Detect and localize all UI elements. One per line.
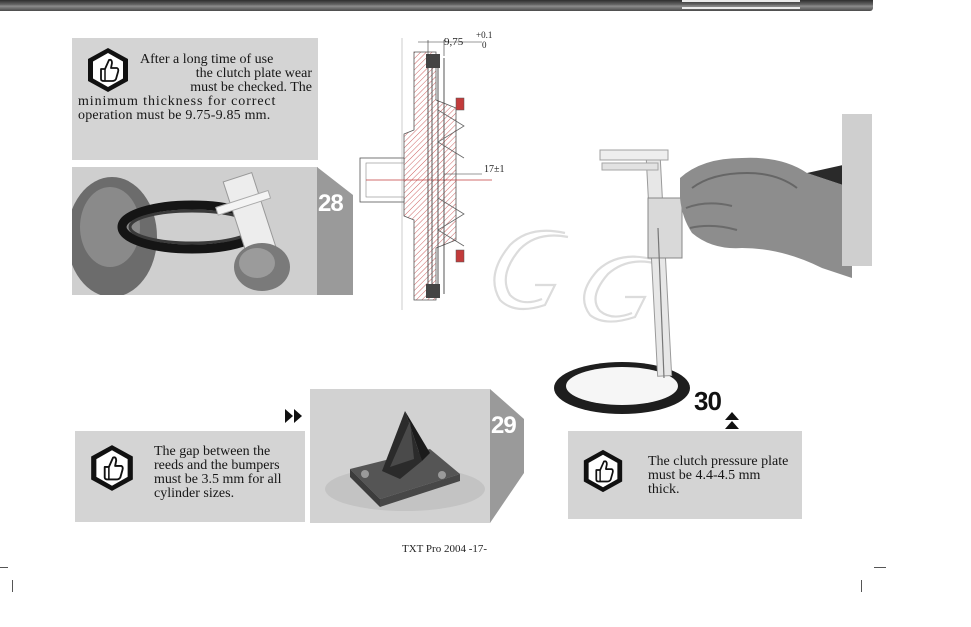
- figure-28-badge: [317, 167, 353, 295]
- note-clutch-wear-line-3: must be checked. The: [190, 80, 312, 95]
- note-clutch-wear-line-2: the clutch plate wear: [195, 66, 312, 81]
- figure-28-number: 28: [318, 190, 343, 217]
- note-pressure-plate-line-2: must be 4.4-4.5 mm: [648, 468, 761, 483]
- photo-reed-valve: [310, 389, 490, 523]
- header-logo-mark: [682, 0, 800, 9]
- note-clutch-wear-line-5: operation must be 9.75-9.85 mm.: [78, 108, 271, 123]
- note-clutch-wear: [72, 38, 318, 160]
- note-reeds-gap: [75, 431, 305, 522]
- double-arrow-up-icon: [725, 412, 739, 430]
- figure-30-number: 30: [694, 386, 721, 416]
- note-reeds-gap-line-1: The gap between the: [154, 444, 271, 459]
- note-clutch-wear-line-4: minimum thickness for correct: [78, 94, 277, 109]
- dimension-tolerance-lower: 0: [482, 40, 487, 50]
- note-reeds-gap-line-4: cylinder sizes.: [154, 486, 235, 501]
- figure-29-number: 29: [491, 412, 516, 439]
- note-pressure-plate-line-3: thick.: [648, 482, 680, 497]
- crop-mark: [874, 567, 886, 568]
- dimension-main-label: [444, 36, 463, 48]
- dimension-main-value: 9,75: [444, 36, 464, 48]
- note-reeds-gap-line-3: must be 3.5 mm for all: [154, 472, 282, 487]
- page-footer-label: TXT Pro 2004 -17-: [402, 543, 488, 555]
- thumbs-up-hex-icon: [87, 443, 137, 493]
- thumbs-up-hex-icon: [580, 448, 626, 494]
- note-clutch-wear-line-1: After a long time of use: [140, 52, 274, 67]
- photo-caliper-clutch-plate: [72, 167, 318, 295]
- figure-29-badge: [490, 389, 524, 523]
- note-pressure-plate-line-1: The clutch pressure plate: [648, 454, 789, 469]
- dimension-tolerance-upper: +0.1: [476, 30, 493, 40]
- dimension-center-label: 17±1: [484, 164, 505, 175]
- crop-mark: [12, 580, 13, 592]
- crop-mark: [861, 580, 862, 592]
- thumbs-up-hex-icon: [84, 46, 132, 94]
- photo-caliper-pressure-plate: [552, 128, 852, 418]
- side-tab: [842, 114, 872, 266]
- note-reeds-gap-line-2: reeds and the bumpers: [154, 458, 280, 473]
- crop-mark: [0, 567, 8, 568]
- double-arrow-right-icon: [285, 409, 303, 423]
- note-pressure-plate: [568, 431, 802, 519]
